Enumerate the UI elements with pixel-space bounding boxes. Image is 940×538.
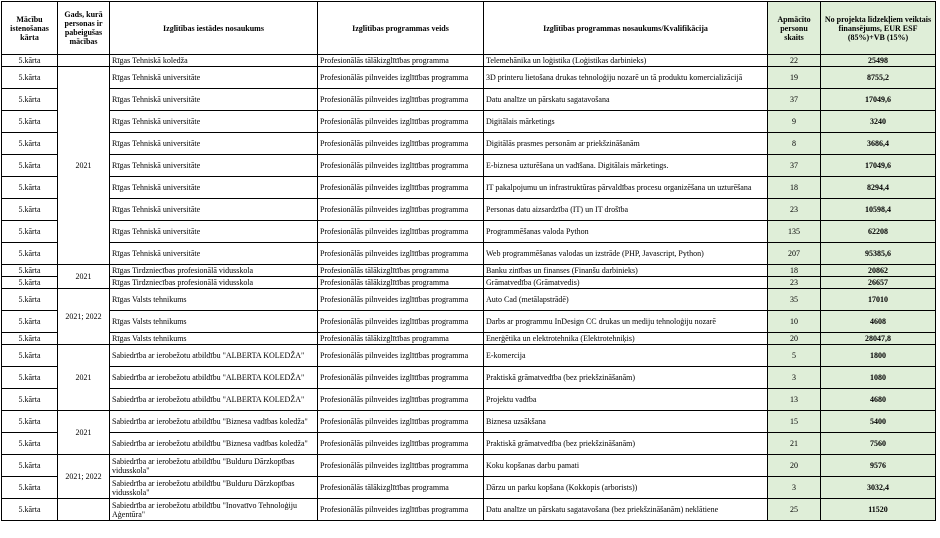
cell-finansejums: 17010: [821, 289, 936, 311]
cell-finansejums: 9576: [821, 455, 936, 477]
cell-iestade: Sabiedrība ar ierobežotu atbildību "Biznesa vadības koledža": [110, 433, 318, 455]
cell-skaits: 20: [768, 333, 821, 345]
cell-gads: 2021: [58, 265, 110, 289]
cell-skaits: 18: [768, 265, 821, 277]
cell-iestade: Sabiedrība ar ierobežotu atbildību "Bulduru Dārzkopības vidusskola": [110, 455, 318, 477]
cell-gads-empty: [58, 55, 110, 67]
cell-skaits: 15: [768, 411, 821, 433]
header-gads: Gads, kurā personas ir pabeigušas mācības: [58, 2, 110, 55]
table-header-row: [2, 2, 936, 55]
cell-finansejums: 20862: [821, 265, 936, 277]
cell-programma: 3D printeru lietošana drukas tehnoloģiju nozarē un tā produktu komercializācijā: [484, 67, 768, 89]
cell-karta: 5.kārta: [2, 133, 58, 155]
cell-finansejums: 28047,8: [821, 333, 936, 345]
table-row: [2, 243, 936, 265]
cell-iestade: Rīgas Tehniskā universitāte: [110, 111, 318, 133]
cell-veids: Profesionālās pilnveides izglītības programma: [318, 455, 484, 477]
cell-programma: Programmēšanas valoda Python: [484, 221, 768, 243]
table-row: [2, 433, 936, 455]
cell-skaits: 10: [768, 311, 821, 333]
cell-skaits: 19: [768, 67, 821, 89]
table-row: [2, 177, 936, 199]
cell-finansejums: 62208: [821, 221, 936, 243]
cell-iestade: Rīgas Valsts tehnikums: [110, 333, 318, 345]
cell-finansejums: 11520: [821, 499, 936, 521]
cell-veids: Profesionālās pilnveides izglītības programma: [318, 345, 484, 367]
cell-finansejums: 1800: [821, 345, 936, 367]
header-apmacito: Apmācīto personu skaits: [768, 2, 821, 55]
cell-veids: Profesionālās pilnveides izglītības programma: [318, 177, 484, 199]
cell-karta: 5.kārta: [2, 411, 58, 433]
cell-programma: Datu analīze un pārskatu sagatavošana: [484, 89, 768, 111]
cell-iestade: Rīgas Tehniskā universitāte: [110, 155, 318, 177]
cell-karta: 5.kārta: [2, 311, 58, 333]
cell-karta: 5.kārta: [2, 367, 58, 389]
cell-karta: 5.kārta: [2, 277, 58, 289]
cell-iestade: Rīgas Tirdzniecības profesionālā vidusskola: [110, 265, 318, 277]
cell-skaits: 37: [768, 89, 821, 111]
cell-skaits: 20: [768, 455, 821, 477]
report-table-container: [1, 1, 936, 521]
cell-skaits: 5: [768, 345, 821, 367]
cell-programma: Biznesa uzsākšana: [484, 411, 768, 433]
cell-karta: 5.kārta: [2, 433, 58, 455]
cell-programma: Datu analīze un pārskatu sagatavošana (bez priekšzināšanām) neklātiene: [484, 499, 768, 521]
cell-iestade: Sabiedrība ar ierobežotu atbildību "Bulduru Dārzkopības vidusskola": [110, 477, 318, 499]
cell-karta: 5.kārta: [2, 389, 58, 411]
cell-iestade: Rīgas Tehniskā universitāte: [110, 89, 318, 111]
cell-veids: Profesionālās tālākizglītības programma: [318, 265, 484, 277]
cell-finansejums: 3032,4: [821, 477, 936, 499]
cell-finansejums: 3686,4: [821, 133, 936, 155]
cell-programma: Praktiskā grāmatvedība (bez priekšzināšanām): [484, 367, 768, 389]
cell-iestade: Rīgas Tehniskā universitāte: [110, 67, 318, 89]
cell-finansejums: 26657: [821, 277, 936, 289]
table-row: [2, 277, 936, 289]
cell-karta: 5.kārta: [2, 155, 58, 177]
cell-iestade: Sabiedrība ar ierobežotu atbildību "Biznesa vadības koledža": [110, 411, 318, 433]
cell-skaits: 8: [768, 133, 821, 155]
cell-karta: 5.kārta: [2, 111, 58, 133]
cell-programma: Projektu vadība: [484, 389, 768, 411]
cell-karta: 5.kārta: [2, 345, 58, 367]
table-row: [2, 111, 936, 133]
cell-skaits: 207: [768, 243, 821, 265]
cell-finansejums: 4680: [821, 389, 936, 411]
cell-programma: Auto Cad (metālapstrādē): [484, 289, 768, 311]
cell-veids: Profesionālās pilnveides izglītības programma: [318, 433, 484, 455]
table-row: [2, 265, 936, 277]
cell-iestade: Rīgas Tirdzniecības profesionālā vidusskola: [110, 277, 318, 289]
cell-finansejums: 4608: [821, 311, 936, 333]
cell-karta: 5.kārta: [2, 55, 58, 67]
header-iestade: Izglītības iestādes nosaukums: [110, 2, 318, 55]
cell-karta: 5.kārta: [2, 243, 58, 265]
cell-veids: Profesionālās pilnveides izglītības programma: [318, 67, 484, 89]
table-row: [2, 133, 936, 155]
table-row: [2, 199, 936, 221]
table-row: [2, 289, 936, 311]
cell-veids: Profesionālās pilnveides izglītības programma: [318, 499, 484, 521]
table-row: [2, 89, 936, 111]
table-row: [2, 155, 936, 177]
cell-karta: 5.kārta: [2, 499, 58, 521]
cell-karta: 5.kārta: [2, 455, 58, 477]
cell-veids: Profesionālās pilnveides izglītības programma: [318, 311, 484, 333]
training-results-table: [1, 1, 936, 521]
cell-skaits: 135: [768, 221, 821, 243]
table-row: [2, 67, 936, 89]
table-row: [2, 455, 936, 477]
cell-programma: Koku kopšanas darbu pamati: [484, 455, 768, 477]
cell-gads: 2021: [58, 345, 110, 411]
cell-iestade: Rīgas Tehniskā universitāte: [110, 133, 318, 155]
cell-finansejums: 1080: [821, 367, 936, 389]
cell-veids: Profesionālās pilnveides izglītības programma: [318, 289, 484, 311]
cell-karta: 5.kārta: [2, 177, 58, 199]
table-row: [2, 389, 936, 411]
cell-finansejums: 3240: [821, 111, 936, 133]
header-programma: Izglītības programmas nosaukums/Kvalifikācija: [484, 2, 768, 55]
cell-gads: 2021; 2022: [58, 455, 110, 499]
cell-gads: 2021: [58, 67, 110, 265]
cell-veids: Profesionālās pilnveides izglītības programma: [318, 111, 484, 133]
cell-finansejums: 25498: [821, 55, 936, 67]
cell-finansejums: 8755,2: [821, 67, 936, 89]
cell-skaits: 23: [768, 277, 821, 289]
table-row: [2, 345, 936, 367]
table-row: [2, 367, 936, 389]
cell-programma: Telemehānika un loģistika (Loģistikas darbinieks): [484, 55, 768, 67]
cell-programma: Enerģētika un elektrotehnika (Elektrotehniķis): [484, 333, 768, 345]
cell-veids: Profesionālās pilnveides izglītības programma: [318, 133, 484, 155]
cell-finansejums: 17049,6: [821, 89, 936, 111]
cell-karta: 5.kārta: [2, 477, 58, 499]
table-row: [2, 55, 936, 67]
cell-finansejums: 8294,4: [821, 177, 936, 199]
cell-veids: Profesionālās pilnveides izglītības programma: [318, 221, 484, 243]
table-row: [2, 411, 936, 433]
cell-karta: 5.kārta: [2, 265, 58, 277]
cell-programma: Grāmatvedība (Grāmatvedis): [484, 277, 768, 289]
cell-programma: E-biznesa uzturēšana un vadīšana. Digitālais mārketings.: [484, 155, 768, 177]
cell-gads-empty: [58, 499, 110, 521]
table-row: [2, 311, 936, 333]
cell-programma: Banku zinības un finanses (Finanšu darbinieks): [484, 265, 768, 277]
cell-veids: Profesionālās pilnveides izglītības programma: [318, 199, 484, 221]
cell-skaits: 21: [768, 433, 821, 455]
cell-programma: E-komercija: [484, 345, 768, 367]
cell-karta: 5.kārta: [2, 221, 58, 243]
cell-iestade: Sabiedrība ar ierobežotu atbildību "Inovatīvo Tehnoloģiju Aģentūra": [110, 499, 318, 521]
cell-finansejums: 7560: [821, 433, 936, 455]
cell-skaits: 37: [768, 155, 821, 177]
cell-skaits: 3: [768, 477, 821, 499]
cell-iestade: Rīgas Valsts tehnikums: [110, 311, 318, 333]
cell-iestade: Sabiedrība ar ierobežotu atbildību "ALBERTA KOLEDŽA": [110, 389, 318, 411]
cell-skaits: 3: [768, 367, 821, 389]
cell-skaits: 13: [768, 389, 821, 411]
cell-skaits: 18: [768, 177, 821, 199]
table-row: [2, 499, 936, 521]
cell-veids: Profesionālās pilnveides izglītības programma: [318, 243, 484, 265]
cell-veids: Profesionālās tālākizglītības programma: [318, 55, 484, 67]
cell-iestade: Rīgas Tehniskā koledža: [110, 55, 318, 67]
header-finansejums: No projekta līdzekļiem veiktais finansējums, EUR ESF (85%)+VB (15%): [821, 2, 936, 55]
cell-iestade: Rīgas Tehniskā universitāte: [110, 243, 318, 265]
cell-iestade: Sabiedrība ar ierobežotu atbildību "ALBERTA KOLEDŽA": [110, 345, 318, 367]
cell-programma: Web programmēšanas valodas un izstrāde (PHP, Javascript, Python): [484, 243, 768, 265]
cell-karta: 5.kārta: [2, 199, 58, 221]
cell-skaits: 9: [768, 111, 821, 133]
cell-programma: Praktiskā grāmatvedība (bez priekšzināšanām): [484, 433, 768, 455]
cell-veids: Profesionālās pilnveides izglītības programma: [318, 389, 484, 411]
cell-finansejums: 95385,6: [821, 243, 936, 265]
table-row: [2, 333, 936, 345]
cell-veids: Profesionālās pilnveides izglītības programma: [318, 367, 484, 389]
cell-skaits: 22: [768, 55, 821, 67]
cell-programma: IT pakalpojumu un infrastruktūras pārvaldības procesu organizēšana un uzturēšana: [484, 177, 768, 199]
cell-skaits: 23: [768, 199, 821, 221]
cell-karta: 5.kārta: [2, 89, 58, 111]
cell-veids: Profesionālās tālākizglītības programma: [318, 333, 484, 345]
cell-veids: Profesionālās pilnveides izglītības programma: [318, 411, 484, 433]
cell-programma: Digitālais mārketings: [484, 111, 768, 133]
cell-iestade: Rīgas Tehniskā universitāte: [110, 177, 318, 199]
cell-programma: Personas datu aizsardzība (IT) un IT drošība: [484, 199, 768, 221]
cell-veids: Profesionālās tālākizglītības programma: [318, 277, 484, 289]
cell-gads: 2021; 2022: [58, 289, 110, 345]
cell-programma: Digitālās prasmes personām ar priekšzināšanām: [484, 133, 768, 155]
header-veids: Izglītības programmas veids: [318, 2, 484, 55]
cell-veids: Profesionālās tālākizglītības programma: [318, 477, 484, 499]
cell-programma: Darbs ar programmu InDesign CC drukas un mediju tehnoloģiju nozarē: [484, 311, 768, 333]
cell-iestade: Sabiedrība ar ierobežotu atbildību "ALBERTA KOLEDŽA": [110, 367, 318, 389]
cell-veids: Profesionālās pilnveides izglītības programma: [318, 155, 484, 177]
cell-finansejums: 17049,6: [821, 155, 936, 177]
cell-finansejums: 10598,4: [821, 199, 936, 221]
cell-iestade: Rīgas Valsts tehnikums: [110, 289, 318, 311]
cell-iestade: Rīgas Tehniskā universitāte: [110, 221, 318, 243]
table-row: [2, 221, 936, 243]
cell-programma: Dārzu un parku kopšana (Kokkopis (arborists)): [484, 477, 768, 499]
cell-skaits: 35: [768, 289, 821, 311]
table-row: [2, 477, 936, 499]
cell-iestade: Rīgas Tehniskā universitāte: [110, 199, 318, 221]
cell-finansejums: 5400: [821, 411, 936, 433]
header-karta: Mācību istenošanas kārta: [2, 2, 58, 55]
cell-karta: 5.kārta: [2, 333, 58, 345]
cell-gads: 2021: [58, 411, 110, 455]
cell-karta: 5.kārta: [2, 289, 58, 311]
cell-veids: Profesionālās pilnveides izglītības programma: [318, 89, 484, 111]
cell-skaits: 25: [768, 499, 821, 521]
cell-karta: 5.kārta: [2, 67, 58, 89]
